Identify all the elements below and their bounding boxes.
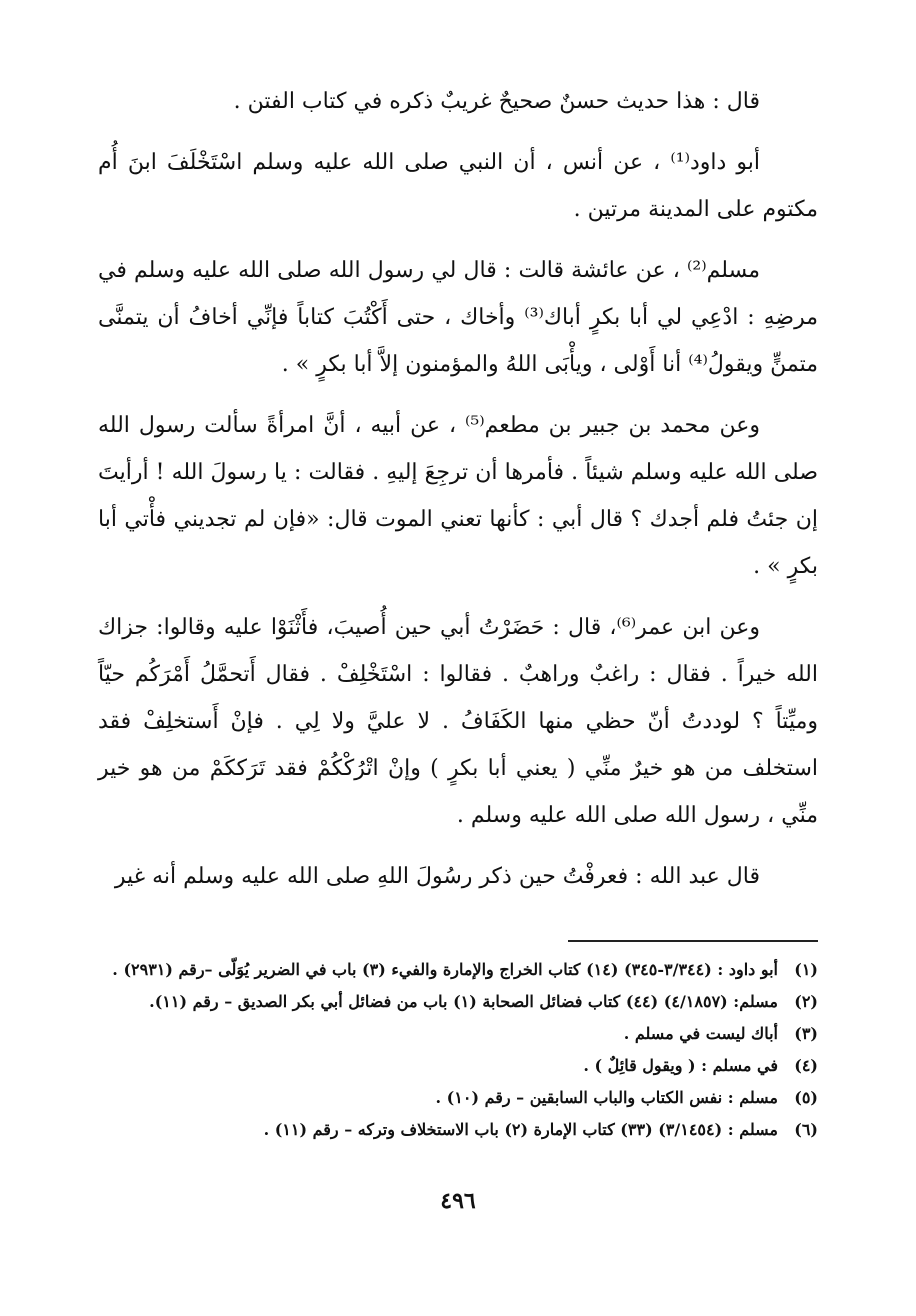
footnote-5 [98,1082,818,1114]
footnote-3 [98,1018,818,1050]
paragraph-6: قال عبد الله : فعرفْتُ حين ذكر رسُولَ اللهِ صلى الله عليه وسلم أنه غير [114,864,760,889]
footnote-number: (٦) [794,1120,818,1139]
footnote-separator [568,940,818,942]
paragraph-2: أبو داود⁽¹⁾ ، عن أنس ، أن النبي صلى الله عليه وسلم اسْتَخْلَفَ ابنَ أُم مكتوم على المدينة مرتين . [98,150,818,222]
footnote-text: أباك ليست في مسلم . [623,1024,778,1043]
page-number: ٤٩٦ [440,1188,476,1214]
footnote-number: (٣) [794,1024,818,1043]
main-text [98,78,818,900]
footnote-6 [98,1114,818,1146]
paragraph-3: مسلم⁽²⁾ ، عن عائشة قالت : قال لي رسول الله صلى الله عليه وسلم في مرضِهِ : ادْعِي لي أبا بكرٍ أباك⁽³⁾ وأخاك ، حتى أَكْتُبَ كتاباً فإنِّي أخافُ أن يتمنَّى متمنٍّ ويقولُ⁽⁴⁾ أنا أَوْلى ، ويأْبَى اللهُ والمؤمنون إلاَّ أبا بكرٍ » . [98,258,818,377]
footnotes [98,954,818,1146]
footnote-text: مسلم: (٤/١٨٥٧) (٤٤) كتاب فضائل الصحابة (١) باب من فضائل أبي بكر الصديق – رقم (١١). [149,992,778,1011]
footnote-text: مسلم : نفس الكتاب والباب السابقين – رقم (١٠) . [435,1088,778,1107]
footnote-4 [98,1050,818,1082]
footnote-text: في مسلم : ( ويقول قائِلٌ ) . [583,1056,778,1075]
footnote-number: (٢) [794,992,818,1011]
footnote-2 [98,986,818,1018]
footnote-text: مسلم : (٣/١٤٥٤) (٣٣) كتاب الإمارة (٢) باب الاستخلاف وتركه – رقم (١١) . [263,1120,778,1139]
footnote-text: أبو داود : (٣/٣٤٤-٣٤٥) (١٤) كتاب الخراج والإمارة والفيء (٣) باب في الضرير يُوَلّى –رقم (٢٩٣١) . [112,960,778,979]
footnote-number: (٤) [794,1056,818,1075]
paragraph-1: قال : هذا حديث حسنٌ صحيحٌ غريبٌ ذكره في كتاب الفتن . [233,89,760,114]
footnote-number: (٥) [794,1088,818,1107]
paragraph-5: وعن ابن عمر⁽⁶⁾، قال : حَضَرْتُ أبي حين أُصيبَ، فأَثْنَوْا عليه وقالوا: جزاك الله خيراً . فقال : راغبٌ وراهبٌ . فقالوا : اسْتَخْلِفْ . فقال أَتحمَّلُ أَمْرَكُم حيّاً وميِّتاً ؟ لوددتُ أنّ حظي منها الكَفَافُ . لا عليَّ ولا لِي . فإنْ أَستخلِفْ فقد استخلف من هو خيرٌ منِّي ( يعني أبا بكرٍ ) وإنْ اتْرُكْكُمْ فقد تَرَككَمْ من هو خير منِّي ، رسول الله صلى الله عليه وسلم . [98,615,818,828]
footnote-number: (١) [794,960,818,979]
paragraph-4: وعن محمد بن جبير بن مطعم⁽⁵⁾ ، عن أبيه ، أنَّ امرأةً سألت رسول الله صلى الله عليه وسلم شيئاً . فأمرها أن ترجِعَ إليهِ . فقالت : يا رسولَ الله ! أرأيتَ إن جئتُ فلم أجدك ؟ قال أبي : كأنها تعني الموت قال: «فإن لم تجديني فأْتي أبا بكرٍ » . [98,413,818,579]
footnote-1 [98,954,818,986]
